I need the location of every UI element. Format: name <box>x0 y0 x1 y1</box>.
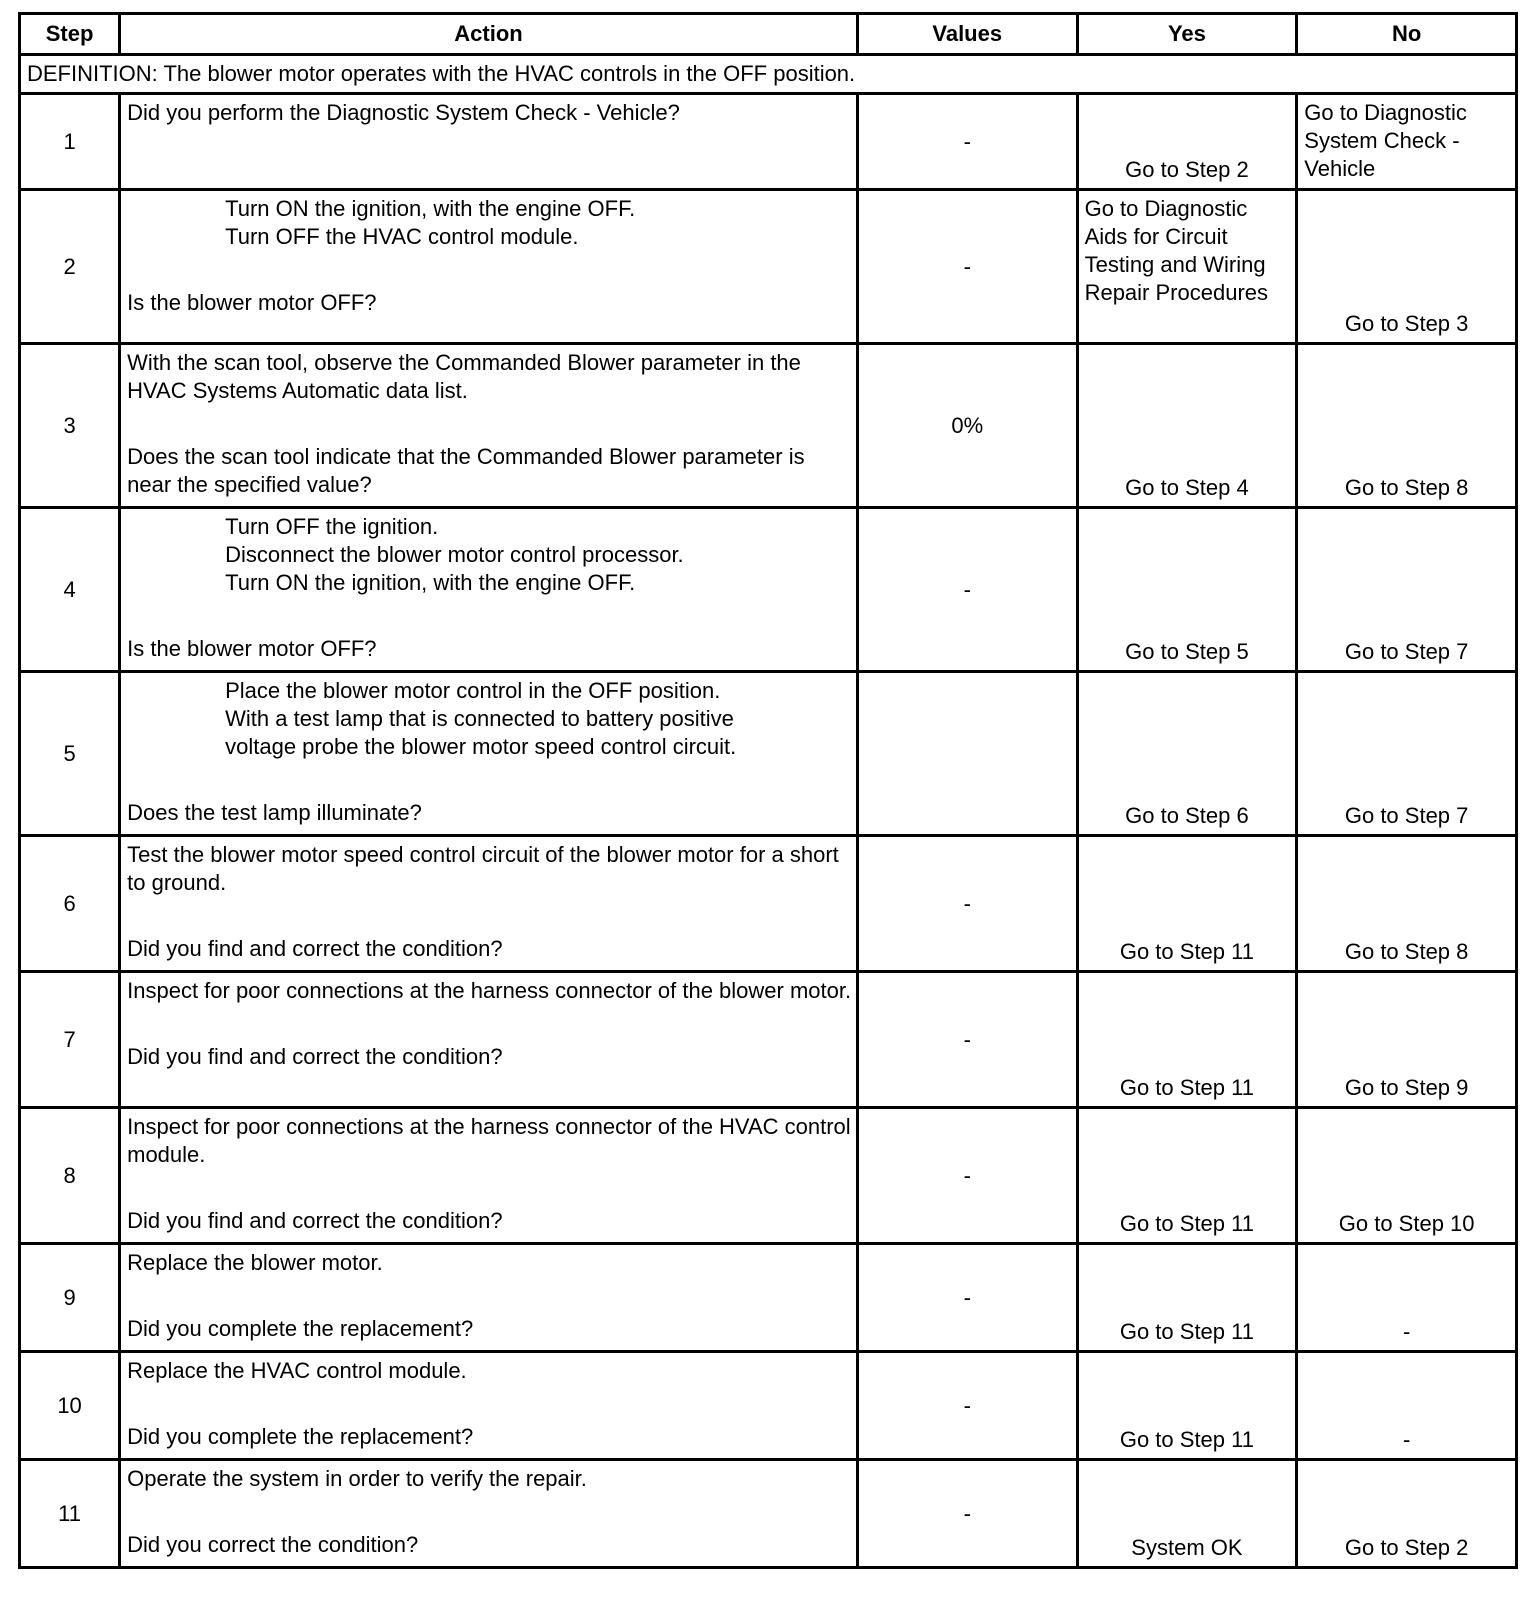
action-text: Did you perform the Diagnostic System Check - Vehicle? <box>127 100 680 125</box>
step-number: 1 <box>20 94 120 190</box>
yes-cell: Go to Step 11 <box>1077 1244 1297 1352</box>
action-substep: Place the blower motor control in the OFF position. <box>225 678 721 703</box>
table-row <box>20 1352 1517 1460</box>
table-row <box>20 94 1517 190</box>
yes-cell: Go to Step 11 <box>1077 1108 1297 1244</box>
action-cell <box>120 972 858 1108</box>
step-number: 4 <box>20 508 120 672</box>
no-cell: Go to Step 7 <box>1297 672 1517 836</box>
yes-cell: Go to Step 2 <box>1077 94 1297 190</box>
action-question: Did you complete the replacement? <box>127 1316 474 1341</box>
action-cell <box>120 672 858 836</box>
step-number: 5 <box>20 672 120 836</box>
table-row <box>20 1108 1517 1244</box>
value-cell <box>857 672 1077 836</box>
step-number: 6 <box>20 836 120 972</box>
action-substep: Turn ON the ignition, with the engine OFF. <box>225 196 636 221</box>
action-text: Inspect for poor connections at the harness connector of the blower motor. <box>127 978 852 1003</box>
step-number: 11 <box>20 1460 120 1568</box>
value-cell: - <box>857 190 1077 344</box>
yes-cell: Go to Step 11 <box>1077 972 1297 1108</box>
no-cell: Go to Step 2 <box>1297 1460 1517 1568</box>
no-cell: - <box>1297 1244 1517 1352</box>
table-row <box>20 344 1517 508</box>
header-step: Step <box>20 14 120 55</box>
no-cell: Go to Step 3 <box>1297 190 1517 344</box>
no-cell: Go to Diagnostic System Check - Vehicle <box>1297 94 1517 190</box>
action-cell <box>120 1460 858 1568</box>
table-row <box>20 672 1517 836</box>
yes-cell: Go to Step 11 <box>1077 836 1297 972</box>
yes-cell: Go to Step 11 <box>1077 1352 1297 1460</box>
action-cell <box>120 836 858 972</box>
header-action: Action <box>120 14 858 55</box>
action-text: Replace the blower motor. <box>127 1250 383 1275</box>
table-row <box>20 1460 1517 1568</box>
yes-cell: Go to Step 4 <box>1077 344 1297 508</box>
step-number: 9 <box>20 1244 120 1352</box>
value-cell: - <box>857 508 1077 672</box>
header-row <box>20 14 1517 55</box>
action-cell <box>120 1108 858 1244</box>
step-number: 10 <box>20 1352 120 1460</box>
yes-cell: Go to Step 6 <box>1077 672 1297 836</box>
step-number: 8 <box>20 1108 120 1244</box>
header-no: No <box>1297 14 1517 55</box>
value-cell: - <box>857 1352 1077 1460</box>
yes-cell: System OK <box>1077 1460 1297 1568</box>
action-text: Operate the system in order to verify the repair. <box>127 1466 587 1491</box>
table-row <box>20 1244 1517 1352</box>
action-cell <box>120 190 858 344</box>
action-question: Did you find and correct the condition? <box>127 1208 503 1233</box>
step-number: 2 <box>20 190 120 344</box>
action-cell <box>120 1244 858 1352</box>
action-text: Test the blower motor speed control circuit of the blower motor for a short to ground. <box>127 842 839 895</box>
action-substep: Turn ON the ignition, with the engine OFF. <box>225 570 636 595</box>
yes-cell: Go to Diagnostic Aids for Circuit Testing and Wiring Repair Procedures <box>1077 190 1297 344</box>
value-cell: - <box>857 94 1077 190</box>
header-yes: Yes <box>1077 14 1297 55</box>
no-cell: Go to Step 9 <box>1297 972 1517 1108</box>
action-substep: Turn OFF the HVAC control module. <box>225 224 579 249</box>
action-substep: Disconnect the blower motor control processor. <box>225 542 684 567</box>
action-cell <box>120 94 858 190</box>
value-cell: - <box>857 836 1077 972</box>
table-row <box>20 190 1517 344</box>
action-cell <box>120 508 858 672</box>
action-cell <box>120 1352 858 1460</box>
no-cell: Go to Step 8 <box>1297 836 1517 972</box>
action-substep: With a test lamp that is connected to battery positive <box>225 706 734 731</box>
value-cell: - <box>857 1108 1077 1244</box>
definition-text: DEFINITION: The blower motor operates with the HVAC controls in the OFF position. <box>20 55 1517 94</box>
no-cell: - <box>1297 1352 1517 1460</box>
action-question: Does the test lamp illuminate? <box>127 800 422 825</box>
action-text: Replace the HVAC control module. <box>127 1358 467 1383</box>
yes-cell: Go to Step 5 <box>1077 508 1297 672</box>
step-number: 3 <box>20 344 120 508</box>
header-values: Values <box>857 14 1077 55</box>
table-row <box>20 508 1517 672</box>
no-cell: Go to Step 7 <box>1297 508 1517 672</box>
diagnostic-table <box>18 12 1518 1569</box>
action-text: With the scan tool, observe the Commanded Blower parameter in the HVAC Systems Automatic data list. <box>127 350 801 403</box>
definition-row <box>20 55 1517 94</box>
action-question: Did you complete the replacement? <box>127 1424 474 1449</box>
value-cell: - <box>857 972 1077 1108</box>
table-row <box>20 972 1517 1108</box>
action-question: Is the blower motor OFF? <box>127 636 377 661</box>
value-cell: - <box>857 1244 1077 1352</box>
no-cell: Go to Step 8 <box>1297 344 1517 508</box>
value-cell: - <box>857 1460 1077 1568</box>
action-question: Did you find and correct the condition? <box>127 936 503 961</box>
action-question: Does the scan tool indicate that the Commanded Blower parameter is near the specified value? <box>127 444 805 497</box>
table-row <box>20 836 1517 972</box>
action-question: Did you find and correct the condition? <box>127 1044 503 1069</box>
value-cell: 0% <box>857 344 1077 508</box>
action-text: Inspect for poor connections at the harness connector of the HVAC control module. <box>127 1114 851 1167</box>
action-substep: voltage probe the blower motor speed control circuit. <box>225 734 737 759</box>
step-number: 7 <box>20 972 120 1108</box>
action-substep: Turn OFF the ignition. <box>225 514 439 539</box>
action-question: Is the blower motor OFF? <box>127 290 377 315</box>
no-cell: Go to Step 10 <box>1297 1108 1517 1244</box>
action-question: Did you correct the condition? <box>127 1532 419 1557</box>
action-cell <box>120 344 858 508</box>
